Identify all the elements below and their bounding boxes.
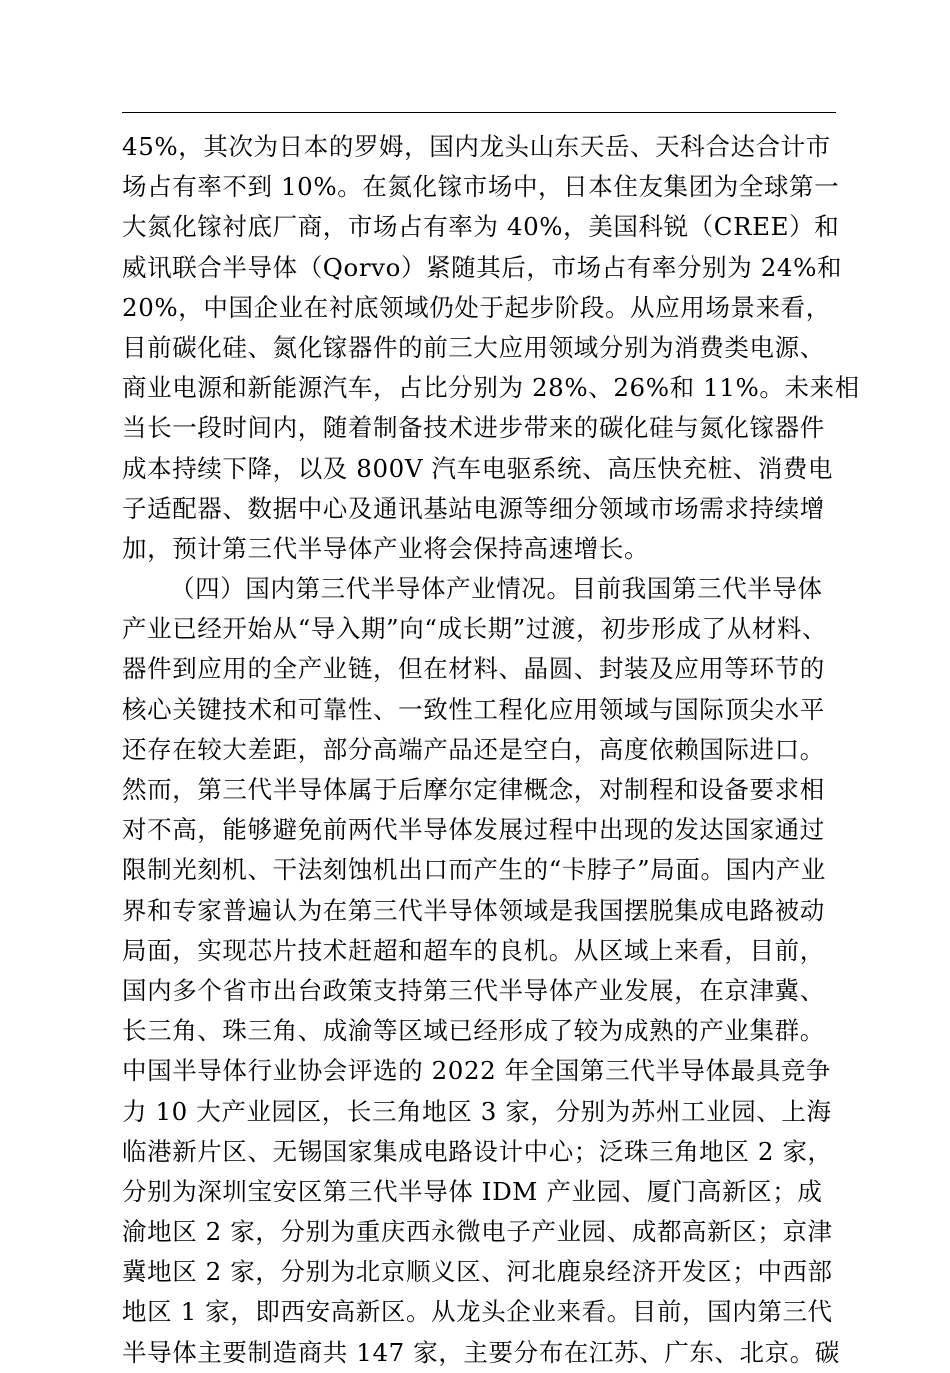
text-line: 对不高，能够避免前两代半导体发展过程中出现的发达国家通过 [122,815,825,845]
text-line: 加，预计第三代半导体产业将会保持高速增长。 [122,533,650,563]
text-line: 然而，第三代半导体属于后摩尔定律概念，对制程和设备要求相 [122,775,825,804]
text-line: 威讯联合半导体（Qorvo）紧随其后，市场占有率分别为 24%和 [122,252,843,282]
text-line: 目前碳化硅、氮化镓器件的前三大应用领域分别为消费类电源、 [122,332,825,362]
header-rule [122,112,836,113]
text-line: 20%，中国企业在衬底领域仍处于起步阶段。从应用场景来看， [122,292,831,322]
text-line: 力 10 大产业园区，长三角地区 3 家，分别为苏州工业园、上海 [122,1096,832,1126]
text-line: 界和专家普遍认为在第三代半导体领域是我国摆脱集成电路被动 [122,895,825,925]
text-line: 地区 1 家，即西安高新区。从龙头企业来看。目前，国内第三代 [122,1297,833,1327]
text-line: 临港新片区、无锡国家集成电路设计中心；泛珠三角地区 2 家， [122,1136,833,1166]
text-line: 商业电源和新能源汽车，占比分别为 28%、26%和 11%。未来相 [122,373,860,403]
text-line: 产业已经开始从“导入期”向“成长期”过渡，初步形成了从材料、 [122,614,828,644]
text-line: 长三角、珠三角、成渝等区域已经形成了较为成熟的产业集群。 [122,1016,825,1046]
text-line: 大氮化镓衬底厂商，市场占有率为 40%，美国科锐（CREE）和 [122,212,840,242]
text-line: 器件到应用的全产业链，但在材料、晶圆、封装及应用等环节的 [122,654,825,684]
text-line: 国内多个省市出台政策支持第三代半导体产业发展，在京津冀、 [122,975,825,1005]
text-line: 限制光刻机、干法刻蚀机出口而产生的“卡脖子”局面。国内产业 [122,855,826,885]
text-line: 核心关键技术和可靠性、一致性工程化应用领域与国际顶尖水平 [122,694,825,724]
text-line: 45%，其次为日本的罗姆，国内龙头山东天岳、天科合达合计市 [122,132,831,161]
text-line: 还存在较大差距，部分高端产品还是空白，高度依赖国际进口。 [122,734,825,764]
section-heading-line: （四）国内第三代半导体产业情况。目前我国第三代半导体 [170,574,823,604]
text-line: 场占有率不到 10%。在氮化镓市场中，日本住友集团为全球第一 [122,172,840,202]
text-line: 局面，实现芯片技术赶超和超车的良机。从区域上来看，目前， [122,935,825,965]
text-line: 分别为深圳宝安区第三代半导体 IDM 产业园、厦门高新区；成 [122,1176,823,1206]
text-line: 渝地区 2 家，分别为重庆西永微电子产业园、成都高新区；京津 [122,1217,833,1247]
text-line: 成本持续下降，以及 800V 汽车电驱系统、高压快充桩、消费电 [122,453,834,483]
text-line: 中国半导体行业协会评选的 2022 年全国第三代半导体最具竞争 [122,1056,832,1086]
text-line: 当长一段时间内，随着制备技术进步带来的碳化硅与氮化镓器件 [122,413,825,443]
text-line: 冀地区 2 家，分别为北京顺义区、河北鹿泉经济开发区；中西部 [122,1257,833,1287]
document-body [122,127,862,1373]
text-line: 子适配器、数据中心及通讯基站电源等细分领域市场需求持续增 [122,493,825,523]
text-line: 半导体主要制造商共 147 家，主要分布在江苏、广东、北京。碳 [122,1337,840,1367]
